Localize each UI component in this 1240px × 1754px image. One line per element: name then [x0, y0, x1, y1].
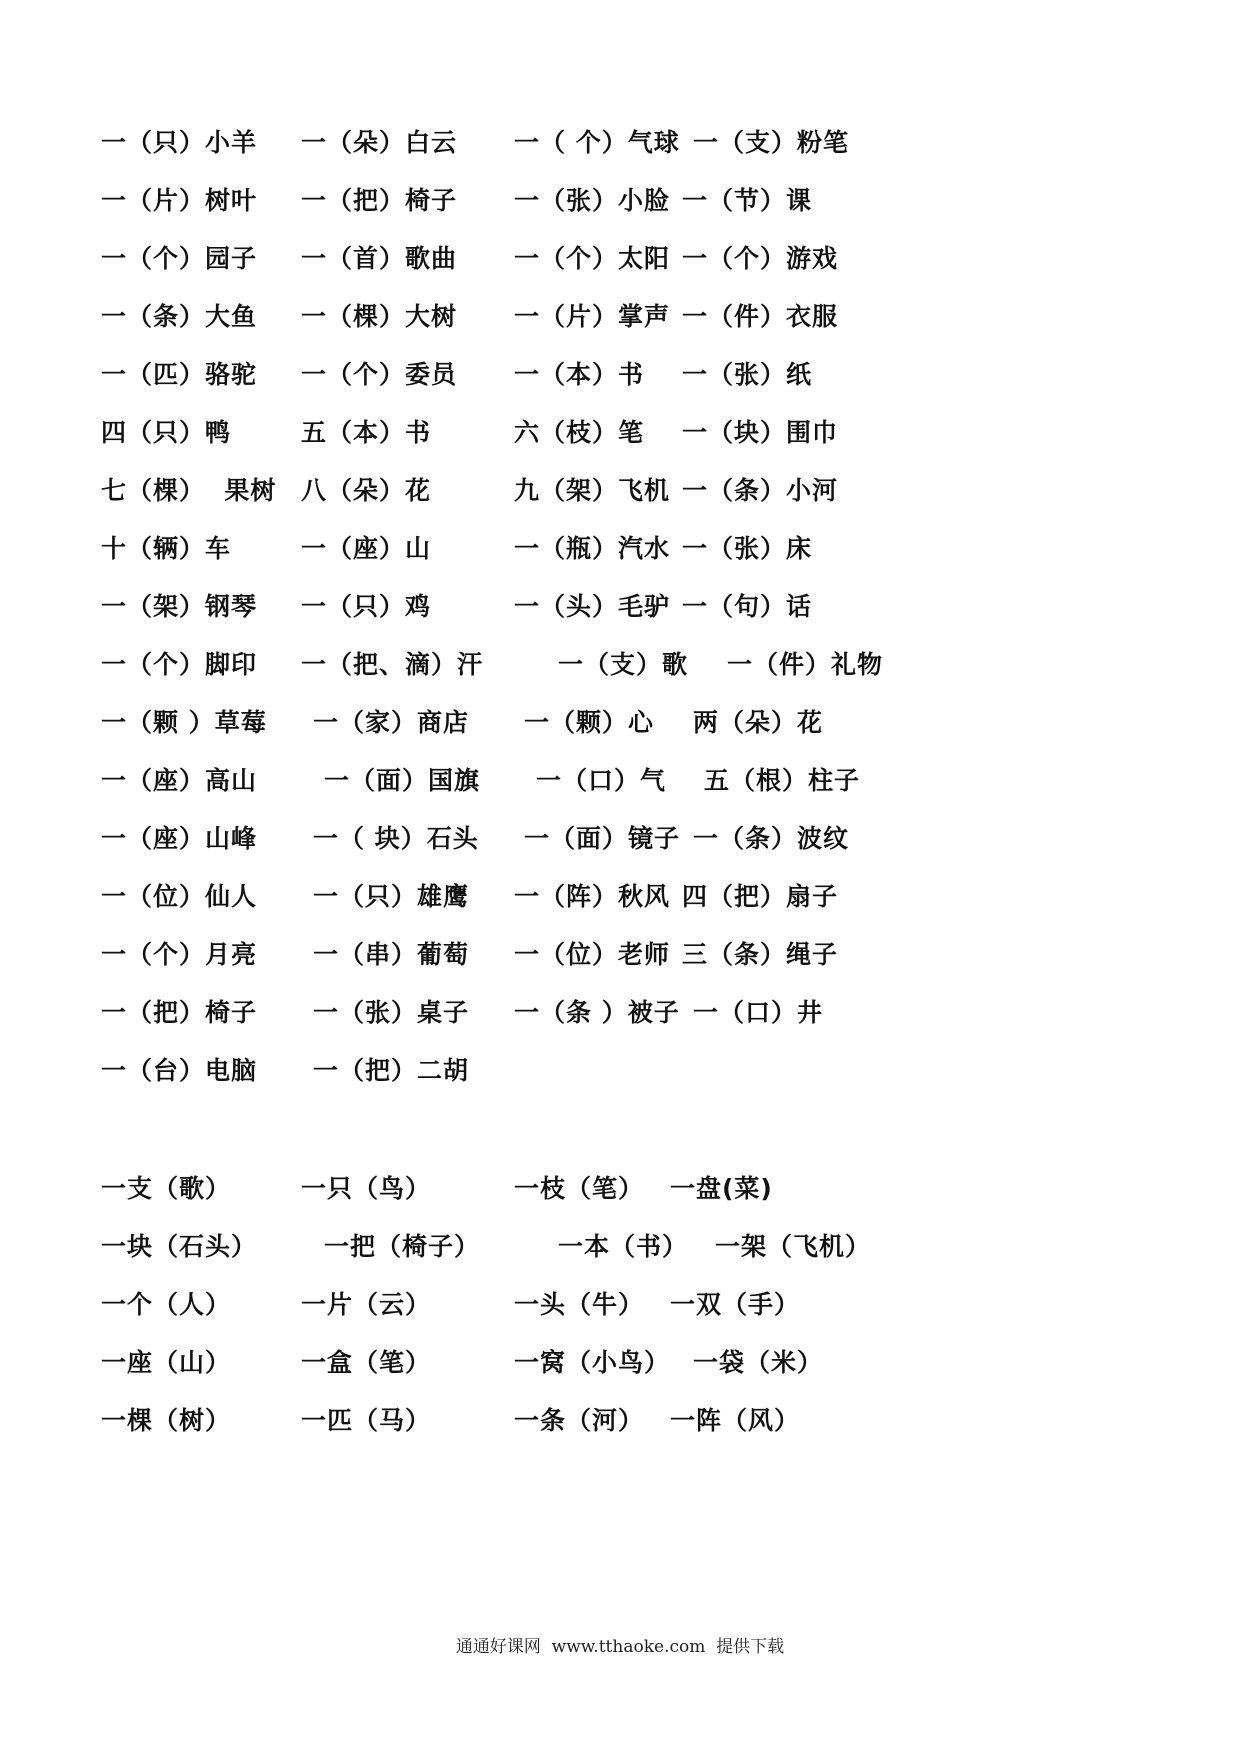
measure-word-item: 一（ 个）气球 [514, 128, 680, 157]
measure-word-item: 一（首）歌曲 [301, 244, 458, 273]
measure-word-item: 一（阵）秋风 [514, 882, 671, 911]
measure-word-item: 四（把）扇子 [682, 882, 839, 911]
measure-word-item: 一（座）高山 [101, 766, 258, 795]
measure-word-item: 八（朵）花 [301, 476, 432, 505]
noun-item: 一窝（小鸟） [514, 1348, 671, 1377]
measure-word-item: 一（条）小河 [682, 476, 839, 505]
measure-word-item: 四（只）鸭 [101, 418, 232, 447]
noun-item: 一本（书） [558, 1232, 689, 1261]
measure-word-item: 一（颗 ）草莓 [101, 708, 267, 737]
measure-word-item: 一（本）书 [514, 360, 645, 389]
measure-word-item: 一（个）园子 [101, 244, 258, 273]
measure-word-item: 五（根）柱子 [704, 766, 861, 795]
noun-item: 一双（手） [670, 1290, 801, 1319]
measure-word-item: 五（本）书 [301, 418, 432, 447]
measure-word-item: 一（只）小羊 [101, 128, 258, 157]
measure-word-item: 一（个）太阳 [514, 244, 671, 273]
measure-word-item: 一（张）床 [682, 534, 813, 563]
measure-word-item: 一（条 ）被子 [514, 998, 680, 1027]
measure-word-item: 一（句）话 [682, 592, 813, 621]
measure-word-item: 一（把）二胡 [313, 1056, 470, 1085]
measure-word-item: 一（条）波纹 [693, 824, 850, 853]
noun-item: 一架（飞机） [715, 1232, 872, 1261]
measure-word-item: 一（张）小脸 [514, 186, 671, 215]
noun-item: 一袋（米） [693, 1348, 824, 1377]
measure-word-item: 一（节）课 [682, 186, 813, 215]
measure-word-item: 一（块）围巾 [682, 418, 839, 447]
noun-item: 一把（椅子） [324, 1232, 481, 1261]
measure-word-item: 一（张）桌子 [313, 998, 470, 1027]
measure-word-item: 一（片）树叶 [101, 186, 258, 215]
measure-word-item: 一（只）雄鹰 [313, 882, 470, 911]
noun-item: 一块（石头） [101, 1232, 258, 1261]
measure-word-item: 十（辆）车 [101, 534, 232, 563]
measure-word-item: 一（件）衣服 [682, 302, 839, 331]
measure-word-item: 一（个）委员 [301, 360, 458, 389]
noun-item: 一只（鸟） [301, 1174, 432, 1203]
measure-word-item: 一（件）礼物 [727, 650, 884, 679]
noun-item: 一头（牛） [514, 1290, 645, 1319]
measure-word-item: 一（片）掌声 [514, 302, 671, 331]
noun-item: 一支（歌） [101, 1174, 232, 1203]
measure-word-item: 一（个）脚印 [101, 650, 258, 679]
measure-word-item: 一（座）山 [301, 534, 432, 563]
measure-word-item: 一（头）毛驴 [514, 592, 671, 621]
measure-word-item: 七（棵） 果树 [101, 476, 277, 505]
measure-word-item: 一（ 块）石头 [313, 824, 479, 853]
measure-word-item: 一（面）镜子 [524, 824, 681, 853]
noun-item: 一枝（笔） [514, 1174, 645, 1203]
measure-word-item: 一（把、滴）汗 [301, 650, 484, 679]
measure-word-item: 九（架）飞机 [514, 476, 671, 505]
measure-word-item: 两（朵）花 [693, 708, 824, 737]
measure-word-item: 三（条）绳子 [682, 940, 839, 969]
noun-item: 一座（山） [101, 1348, 232, 1377]
measure-word-item: 一（位）老师 [514, 940, 671, 969]
measure-word-item: 一（颗）心 [524, 708, 655, 737]
footer-text: 通通好课网 www.tthaoke.com 提供下载 [455, 1637, 785, 1657]
noun-item: 一盘(菜) [670, 1174, 773, 1203]
noun-item: 一盒（笔） [301, 1348, 432, 1377]
measure-word-item: 一（口）气 [536, 766, 667, 795]
measure-word-item: 一（串）葡萄 [313, 940, 470, 969]
measure-word-item: 一（棵）大树 [301, 302, 458, 331]
measure-word-item: 六（枝）笔 [514, 418, 645, 447]
measure-word-item: 一（台）电脑 [101, 1056, 258, 1085]
measure-word-item: 一（张）纸 [682, 360, 813, 389]
measure-word-item: 一（个）月亮 [101, 940, 258, 969]
measure-word-item: 一（把）椅子 [101, 998, 258, 1027]
measure-word-item: 一（只）鸡 [301, 592, 432, 621]
measure-word-item: 一（瓶）汽水 [514, 534, 671, 563]
measure-word-item: 一（匹）骆驼 [101, 360, 258, 389]
noun-item: 一阵（风） [670, 1406, 801, 1435]
measure-word-item: 一（座）山峰 [101, 824, 258, 853]
measure-word-item: 一（位）仙人 [101, 882, 258, 911]
measure-word-item: 一（支）歌 [558, 650, 689, 679]
noun-item: 一匹（马） [301, 1406, 432, 1435]
measure-word-item: 一（朵）白云 [301, 128, 458, 157]
measure-word-item: 一（条）大鱼 [101, 302, 258, 331]
noun-item: 一棵（树） [101, 1406, 232, 1435]
noun-item: 一片（云） [301, 1290, 432, 1319]
measure-word-item: 一（架）钢琴 [101, 592, 258, 621]
measure-word-item: 一（个）游戏 [682, 244, 839, 273]
measure-word-item: 一（口）井 [693, 998, 824, 1027]
measure-word-item: 一（家）商店 [313, 708, 470, 737]
measure-word-item: 一（把）椅子 [301, 186, 458, 215]
measure-word-item: 一（支）粉笔 [693, 128, 850, 157]
noun-item: 一条（河） [514, 1406, 645, 1435]
noun-item: 一个（人） [101, 1290, 232, 1319]
measure-word-item: 一（面）国旗 [324, 766, 481, 795]
